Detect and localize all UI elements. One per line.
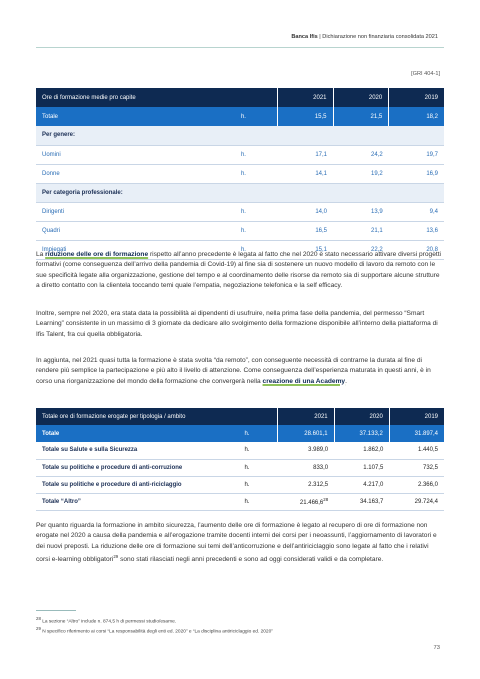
row-unit: h. (235, 221, 277, 240)
year-header: 2020 (333, 88, 389, 107)
section-row (36, 183, 444, 202)
footnote-divider (36, 610, 76, 611)
cell-value: 17,1 (277, 145, 333, 164)
footnote-ref: 28 (323, 497, 329, 502)
footnote (36, 626, 273, 635)
row-label: Totale (42, 430, 60, 437)
cell-value: 1.107,5 (334, 459, 389, 476)
cell-value: 15,5 (277, 107, 333, 126)
cell-value: 19,7 (389, 145, 444, 164)
page-header (291, 34, 438, 40)
section-row (36, 126, 444, 145)
row-label: Totale su Salute e sulla Sicurezza (36, 442, 238, 459)
header-title: | Dichiarazione non finanziaria consolidata 2021 (317, 34, 438, 40)
row-label: Donne (36, 164, 235, 183)
table-header-label: Totale ore di formazione erogate per tipologia / ambito (42, 413, 186, 420)
cell-value: 37.133,2 (334, 425, 389, 442)
cell-value: 13,9 (333, 202, 389, 221)
table-header-label: Ore di formazione medie pro capite (42, 94, 136, 101)
row-unit: h. (235, 164, 277, 183)
cell-value: 34.163,7 (334, 493, 389, 510)
text-span: La (36, 251, 46, 258)
table-row (36, 221, 444, 240)
cell-value: 2.312,5 (278, 476, 334, 493)
text-span: In aggiunta, nel 2021 quasi tutta la formazione è stata svolta “da remoto”, con conseguente necessità di contrarne la durata al fine di rendere più semplice la partecipazione e più alto il livello di attenzione. Come conseguenza dell’esperienza maturata in questi anni, è in corso una riorganizzazione del mondo della formazione che convergerà nella (36, 357, 431, 385)
table-header-row (36, 88, 444, 107)
row-unit: h. (235, 240, 277, 259)
cell-value: 15,1 (277, 240, 333, 259)
cell-value: 19,2 (333, 164, 389, 183)
cell-value: 21,5 (333, 107, 389, 126)
paragraph-training-reduction (36, 250, 444, 292)
paragraph-remote-training (36, 356, 444, 387)
cell-value: 13,6 (389, 221, 444, 240)
cell-value: 24,2 (333, 145, 389, 164)
text-span: rispetto all’anno precedente è legata al fatto che nel 2020 è stato necessario attivare diversi progetti formativi (come conseguenza dell’arrivo della pandemia di Covid-19) al fine sia di sostenere un nuovo modello di lavoro da remoto con le sue specificità legate alla organizzazione, gestione del tempo e al coordinamento delle risorse da remoto sia di supportare alcune strutture a diretto contatto con la clientela toccando temi quale l’empatia, negoziazione telefonica e la self efficacy. (36, 251, 441, 290)
cell-value: 833,0 (278, 459, 334, 476)
value-text: 21.466,6 (299, 500, 324, 506)
cell-value: 4.217,0 (334, 476, 389, 493)
row-unit: h. (238, 442, 277, 459)
table-row (36, 164, 444, 183)
cell-value: 21,1 (333, 221, 389, 240)
row-unit: h. (238, 459, 277, 476)
year-header: 2019 (389, 88, 444, 107)
year-header: 2021 (278, 408, 334, 425)
cell-value: 31.897,4 (389, 425, 444, 442)
paragraph-safety-training (36, 521, 444, 566)
row-label: Quadri (36, 221, 235, 240)
footnote-number: 29 (36, 626, 41, 631)
row-unit: h. (240, 113, 246, 120)
total-row (36, 425, 444, 442)
row-unit: h. (235, 202, 277, 221)
training-hours-per-capita-table (36, 88, 444, 260)
cell-value: 3.989,0 (278, 442, 334, 459)
row-label: Totale “Altro” (36, 493, 238, 510)
cell-value: 732,5 (389, 459, 444, 476)
table-row-altro (36, 493, 444, 510)
text-span: . (345, 377, 347, 385)
year-header: 2020 (334, 408, 389, 425)
footnote-text: N specifico riferimento ai corsi “La responsabilità degli enti ed. 2020” e “La disciplina antiriciclaggio ed. 2020” (40, 629, 273, 635)
year-header: 2019 (389, 408, 444, 425)
total-row (36, 107, 444, 126)
cell-value: 1.862,0 (334, 442, 389, 459)
cell-value: 16,9 (389, 164, 444, 183)
section-label: Per categoria professionale: (36, 183, 444, 202)
row-label: Impiegati (36, 240, 235, 259)
cell-value: 14,0 (277, 202, 333, 221)
year-header: 2021 (277, 88, 333, 107)
highlight-text: creazione di una Academy (262, 377, 346, 385)
row-label: Dirigenti (36, 202, 235, 221)
row-unit: h. (238, 476, 277, 493)
cell-value: 29.724,4 (389, 493, 444, 510)
highlight-text: riduzione delle ore di formazione (45, 251, 149, 258)
footnote (36, 616, 176, 625)
gri-reference: [GRI 404-1] (411, 71, 440, 77)
row-label: Totale su politiche e procedure di anti-riciclaggio (36, 476, 238, 493)
text-span: sono stati rilasciati negli anni precedenti e sono ad oggi considerati validi e da completare. (118, 556, 384, 564)
footnote-ref: 29 (113, 554, 119, 560)
header-divider (36, 47, 444, 48)
table-row (36, 145, 444, 164)
header-company: Banca Ifis (291, 34, 318, 40)
cell-value (278, 493, 334, 510)
footnote-number: 28 (36, 616, 41, 621)
paragraph-smart-learning: Inoltre, sempre nel 2020, era stata data la possibilità ai dipendenti di usufruire, nella prima fase della pandemia, del permesso “Smart Learning” consistente in un massimo di 3 giornate da dedicare allo svolgimento della formazione disponibile all’interno della piattaforma di Ifis Talent, fra cui quella obbligatoria. (36, 310, 438, 338)
table-row (36, 202, 444, 221)
text-span: Per quanto riguarda la formazione in ambito sicurezza, l’aumento delle ore di formazione è legato al recupero di ore di formazione non erogate nel 2020 a causa della pandemia e all’erogazione tramite docenti interni dei corsi per i neoassunti, l’aggiornamento di lavoratori e dei nuovi preposti. La riduzione delle ore di formazione sui temi dell’anticorruzione e dell’antiriciclaggio sono legate al fatto che i relativi corsi e-learning obbligatori (36, 522, 437, 564)
table-row (36, 442, 444, 459)
cell-value: 28.601,1 (278, 425, 334, 442)
row-unit: h. (244, 430, 250, 437)
row-label: Totale su politiche e procedure di anti-corruzione (36, 459, 238, 476)
table-header-row (36, 408, 444, 425)
table-row (36, 476, 444, 493)
row-label: Uomini (36, 145, 235, 164)
footnote-text: La sezione “Altro” include n. 874,5 h di permessi studio/esame. (40, 619, 177, 625)
cell-value: 16,5 (277, 221, 333, 240)
page-number: 73 (433, 645, 440, 651)
cell-value: 2.366,0 (389, 476, 444, 493)
cell-value: 9,4 (389, 202, 444, 221)
table-row (36, 459, 444, 476)
cell-value: 14,1 (277, 164, 333, 183)
row-unit: h. (235, 145, 277, 164)
cell-value: 20,8 (389, 240, 444, 259)
cell-value: 18,2 (389, 107, 444, 126)
cell-value: 22,2 (333, 240, 389, 259)
row-unit: h. (238, 493, 277, 510)
training-hours-by-type-table (36, 408, 444, 511)
row-label: Totale (42, 113, 59, 120)
section-label: Per genere: (36, 126, 444, 145)
cell-value: 1.440,5 (389, 442, 444, 459)
